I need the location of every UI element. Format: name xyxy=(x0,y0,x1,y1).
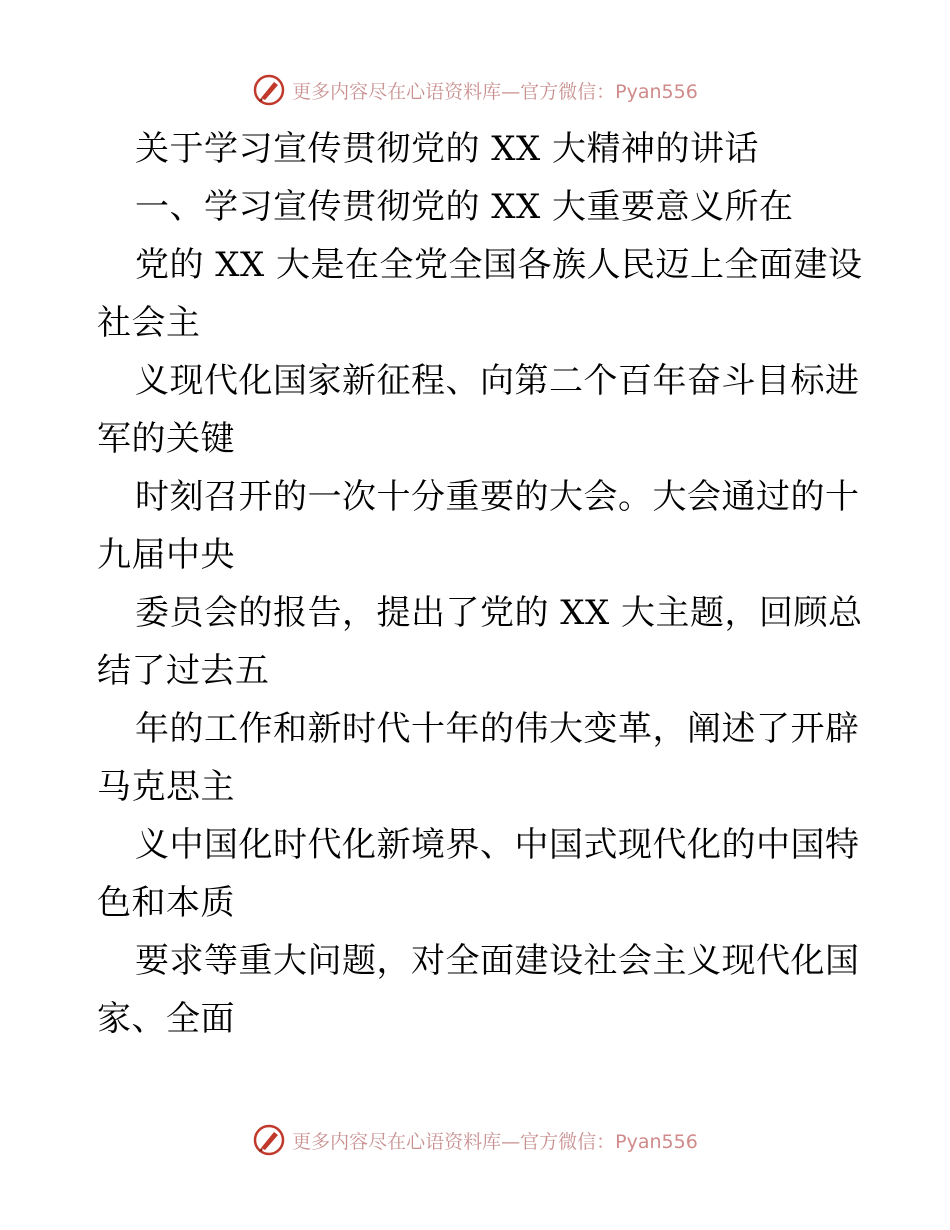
document-line: 九届中央 xyxy=(97,535,235,575)
pen-logo-icon xyxy=(252,1123,286,1157)
document-line: 委员会的报告，提出了党的 XX 大主题，回顾总 xyxy=(135,593,863,633)
footer-watermark xyxy=(0,1120,950,1160)
pen-logo-icon xyxy=(252,73,286,107)
document-line: 家、全面 xyxy=(97,999,235,1039)
document-line: 军的关键 xyxy=(97,419,235,459)
watermark-wechat-id: Pyan556 xyxy=(615,80,698,103)
document-line: 要求等重大问题，对全面建设社会主义现代化国 xyxy=(135,941,860,981)
document-line: 社会主 xyxy=(97,303,201,343)
document-line: 义中国化时代化新境界、中国式现代化的中国特 xyxy=(135,825,860,865)
document-line: 党的 XX 大是在全党全国各族人民迈上全面建设 xyxy=(135,245,863,285)
document-line: 马克思主 xyxy=(97,767,235,807)
document-line: 关于学习宣传贯彻党的 XX 大精神的讲话 xyxy=(135,129,760,169)
watermark-text: 更多内容尽在心语资料库—官方微信：Pyan556 xyxy=(292,1130,698,1153)
document-line: 义现代化国家新征程、向第二个百年奋斗目标进 xyxy=(135,361,860,401)
document-line: 时刻召开的一次十分重要的大会。大会通过的十 xyxy=(135,477,860,517)
document-line: 色和本质 xyxy=(97,883,235,923)
watermark-wechat-id: Pyan556 xyxy=(615,1130,698,1153)
header-watermark xyxy=(0,70,950,110)
document-line: 结了过去五 xyxy=(97,651,270,691)
document-line: 一、学习宣传贯彻党的 XX 大重要意义所在 xyxy=(135,187,794,227)
document-body xyxy=(97,120,863,1048)
watermark-text: 更多内容尽在心语资料库—官方微信：Pyan556 xyxy=(292,80,698,103)
document-line: 年的工作和新时代十年的伟大变革，阐述了开辟 xyxy=(135,709,860,749)
